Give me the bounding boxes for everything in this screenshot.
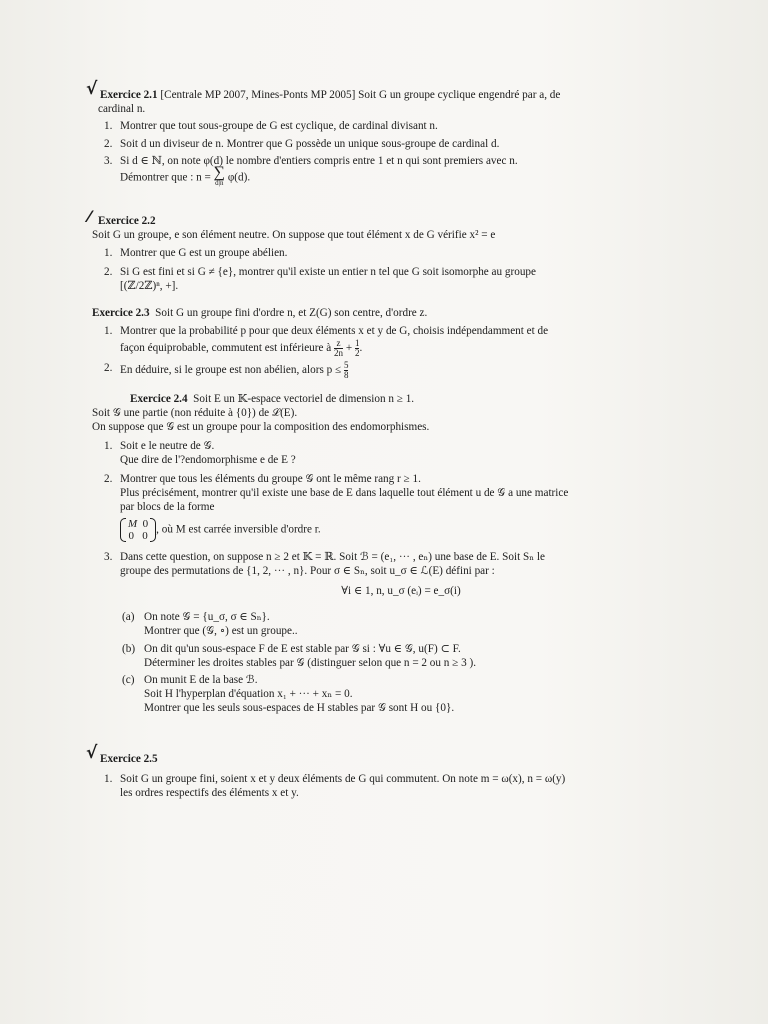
question-text-cont: par blocs de la forme	[120, 501, 215, 514]
question-number: 1.	[104, 247, 113, 260]
exercise-intro-3: On suppose que 𝒢 est un groupe pour la composition des endomorphismes.	[92, 421, 430, 434]
exercise-2-2	[88, 207, 670, 293]
checkmark-icon: √	[86, 79, 98, 99]
exercise-intro: Soit E un 𝕂-espace vectoriel de dimension n ≥ 1.	[193, 393, 415, 405]
question-text-cont: [(ℤ/2ℤ)ⁿ, +].	[120, 279, 179, 292]
subquestion-text-cont: Soit H l'hyperplan d'équation x₁ + ··· + xₙ = 0.	[144, 688, 353, 701]
subquestion-label: (a)	[122, 611, 135, 624]
question-text: Soit e le neutre de 𝒢.	[120, 439, 215, 452]
subquestion-label: (c)	[122, 674, 135, 687]
question-number: 1.	[104, 325, 113, 338]
exercise-title: Exercice 2.2	[98, 215, 156, 227]
display-formula: ∀i ∈ 1, n, u_σ (eᵢ) = e_σ(i)	[341, 585, 461, 598]
exercise-intro-2: Soit 𝒢 une partie (non réduite à {0}) de ℒ(E).	[92, 407, 298, 420]
block-matrix: M 0 0 0	[120, 518, 156, 542]
exercise-reference: [Centrale MP 2007, Mines-Ponts MP 2005]	[160, 89, 356, 101]
question-text: Montrer que la probabilité p pour que deux éléments x et y de G, choisis indépendamment et de	[120, 325, 549, 338]
checkmark-icon: √	[86, 743, 98, 763]
question-text: Si d ∈ ℕ, on note φ(d) le nombre d'entiers compris entre 1 et n qui sont premiers avec n.	[120, 154, 518, 167]
subquestion-text-cont: Montrer que les seuls sous-espaces de H stables par 𝒢 sont H ou {0}.	[144, 702, 455, 715]
question-text-cont: , où M est carrée inversible d'ordre r.	[156, 523, 321, 536]
question-text-cont: façon équiprobable, commutent est inférieure à	[120, 342, 332, 355]
subquestion-text: On note 𝒢 = {u_σ, σ ∈ Sₙ}.	[144, 611, 270, 624]
fraction: $\frac{1}{2}$	[354, 338, 360, 359]
question-number: 2.	[104, 362, 113, 375]
question-text-cont: groupe des permutations de {1, 2, ··· , n}. Pour σ ∈ Sₙ, soit u_σ ∈ ℒ(E) défini par :	[120, 564, 495, 577]
slash-mark-icon: ⁄	[88, 207, 91, 226]
subquestion-text-cont: Déterminer les droites stables par 𝒢 (distinguer selon que n = 2 ou n ≥ 3 ).	[144, 656, 477, 669]
exercise-intro: Soit G un groupe, e son élément neutre. On suppose que tout élément x de G vérifie x² = e	[92, 229, 496, 242]
formula-suffix: φ(d).	[227, 171, 251, 184]
question-text: Soit G un groupe fini, soient x et y deux éléments de G qui commutent. On note m = ω(x), n = ω(y)	[120, 773, 566, 786]
subquestion-text: On dit qu'un sous-espace F de E est stable par 𝒢 si : ∀u ∈ 𝒢, u(F) ⊂ F.	[144, 642, 461, 655]
question-number: 2.	[104, 137, 113, 150]
period: .	[359, 342, 363, 355]
exercise-intro-cont: cardinal n.	[98, 103, 146, 116]
question-text: Montrer que tout sous-groupe de G est cyclique, de cardinal divisant n.	[120, 120, 438, 133]
question-text: En déduire, si le groupe est non abélien, alors p ≤	[120, 364, 342, 377]
question-text-cont: Plus précisément, montrer qu'il existe une base de E dans laquelle tout élément u de 𝒢 a une matrice	[120, 487, 569, 500]
question-number: 1.	[104, 120, 113, 133]
question-text: Montrer que G est un groupe abélien.	[120, 247, 288, 260]
exercise-2-5	[86, 743, 670, 801]
question-text-cont: les ordres respectifs des éléments x et y.	[120, 787, 299, 800]
fraction: $\frac{z}{2n}$	[334, 338, 344, 359]
question-text-cont: Que dire de l'?endomorphisme e de E ?	[120, 453, 296, 466]
exercise-intro: Soit G un groupe fini d'ordre n, et Z(G) son centre, d'ordre z.	[155, 307, 428, 319]
exercise-title: Exercice 2.3	[92, 307, 150, 319]
exercise-title: Exercice 2.1	[100, 89, 158, 101]
question-text: Montrer que tous les éléments du groupe 𝒢 ont le même rang r ≥ 1.	[120, 473, 421, 486]
exercise-title: Exercice 2.5	[100, 753, 158, 765]
exercise-2-1	[86, 79, 670, 188]
question-text: Si G est fini et si G ≠ {e}, montrer qu'il existe un entier n tel que G soit isomorphe au groupe	[120, 265, 536, 278]
subquestion-text-cont: Montrer que (𝒢, ∘) est un groupe..	[144, 625, 298, 638]
exercise-2-4	[92, 392, 670, 716]
question-number: 2.	[104, 473, 113, 486]
exercise-title: Exercice 2.4	[130, 393, 188, 405]
subquestion-text: On munit E de la base ℬ.	[144, 674, 258, 687]
fraction: $\frac{5}{8}$	[343, 360, 349, 381]
question-number: 3.	[104, 154, 113, 167]
sum-symbol: ∑ d|n	[213, 164, 226, 188]
plus-sign: +	[345, 342, 353, 355]
question-text: Soit d un diviseur de n. Montrer que G possède un unique sous-groupe de cardinal d.	[120, 137, 500, 150]
question-text: Dans cette question, on suppose n ≥ 2 et 𝕂 = ℝ. Soit ℬ = (e₁, ··· , eₙ) une base de E. Soit Sₙ le	[120, 550, 545, 563]
formula-prefix: Démontrer que : n =	[120, 171, 211, 184]
exercise-intro: Soit G un groupe cyclique engendré par a, de	[358, 89, 561, 101]
subquestion-label: (b)	[122, 642, 136, 655]
question-number: 1.	[104, 439, 113, 452]
exercise-2-3	[92, 306, 670, 380]
question-number: 1.	[104, 773, 113, 786]
question-number: 2.	[104, 265, 113, 278]
question-number: 3.	[104, 550, 113, 563]
